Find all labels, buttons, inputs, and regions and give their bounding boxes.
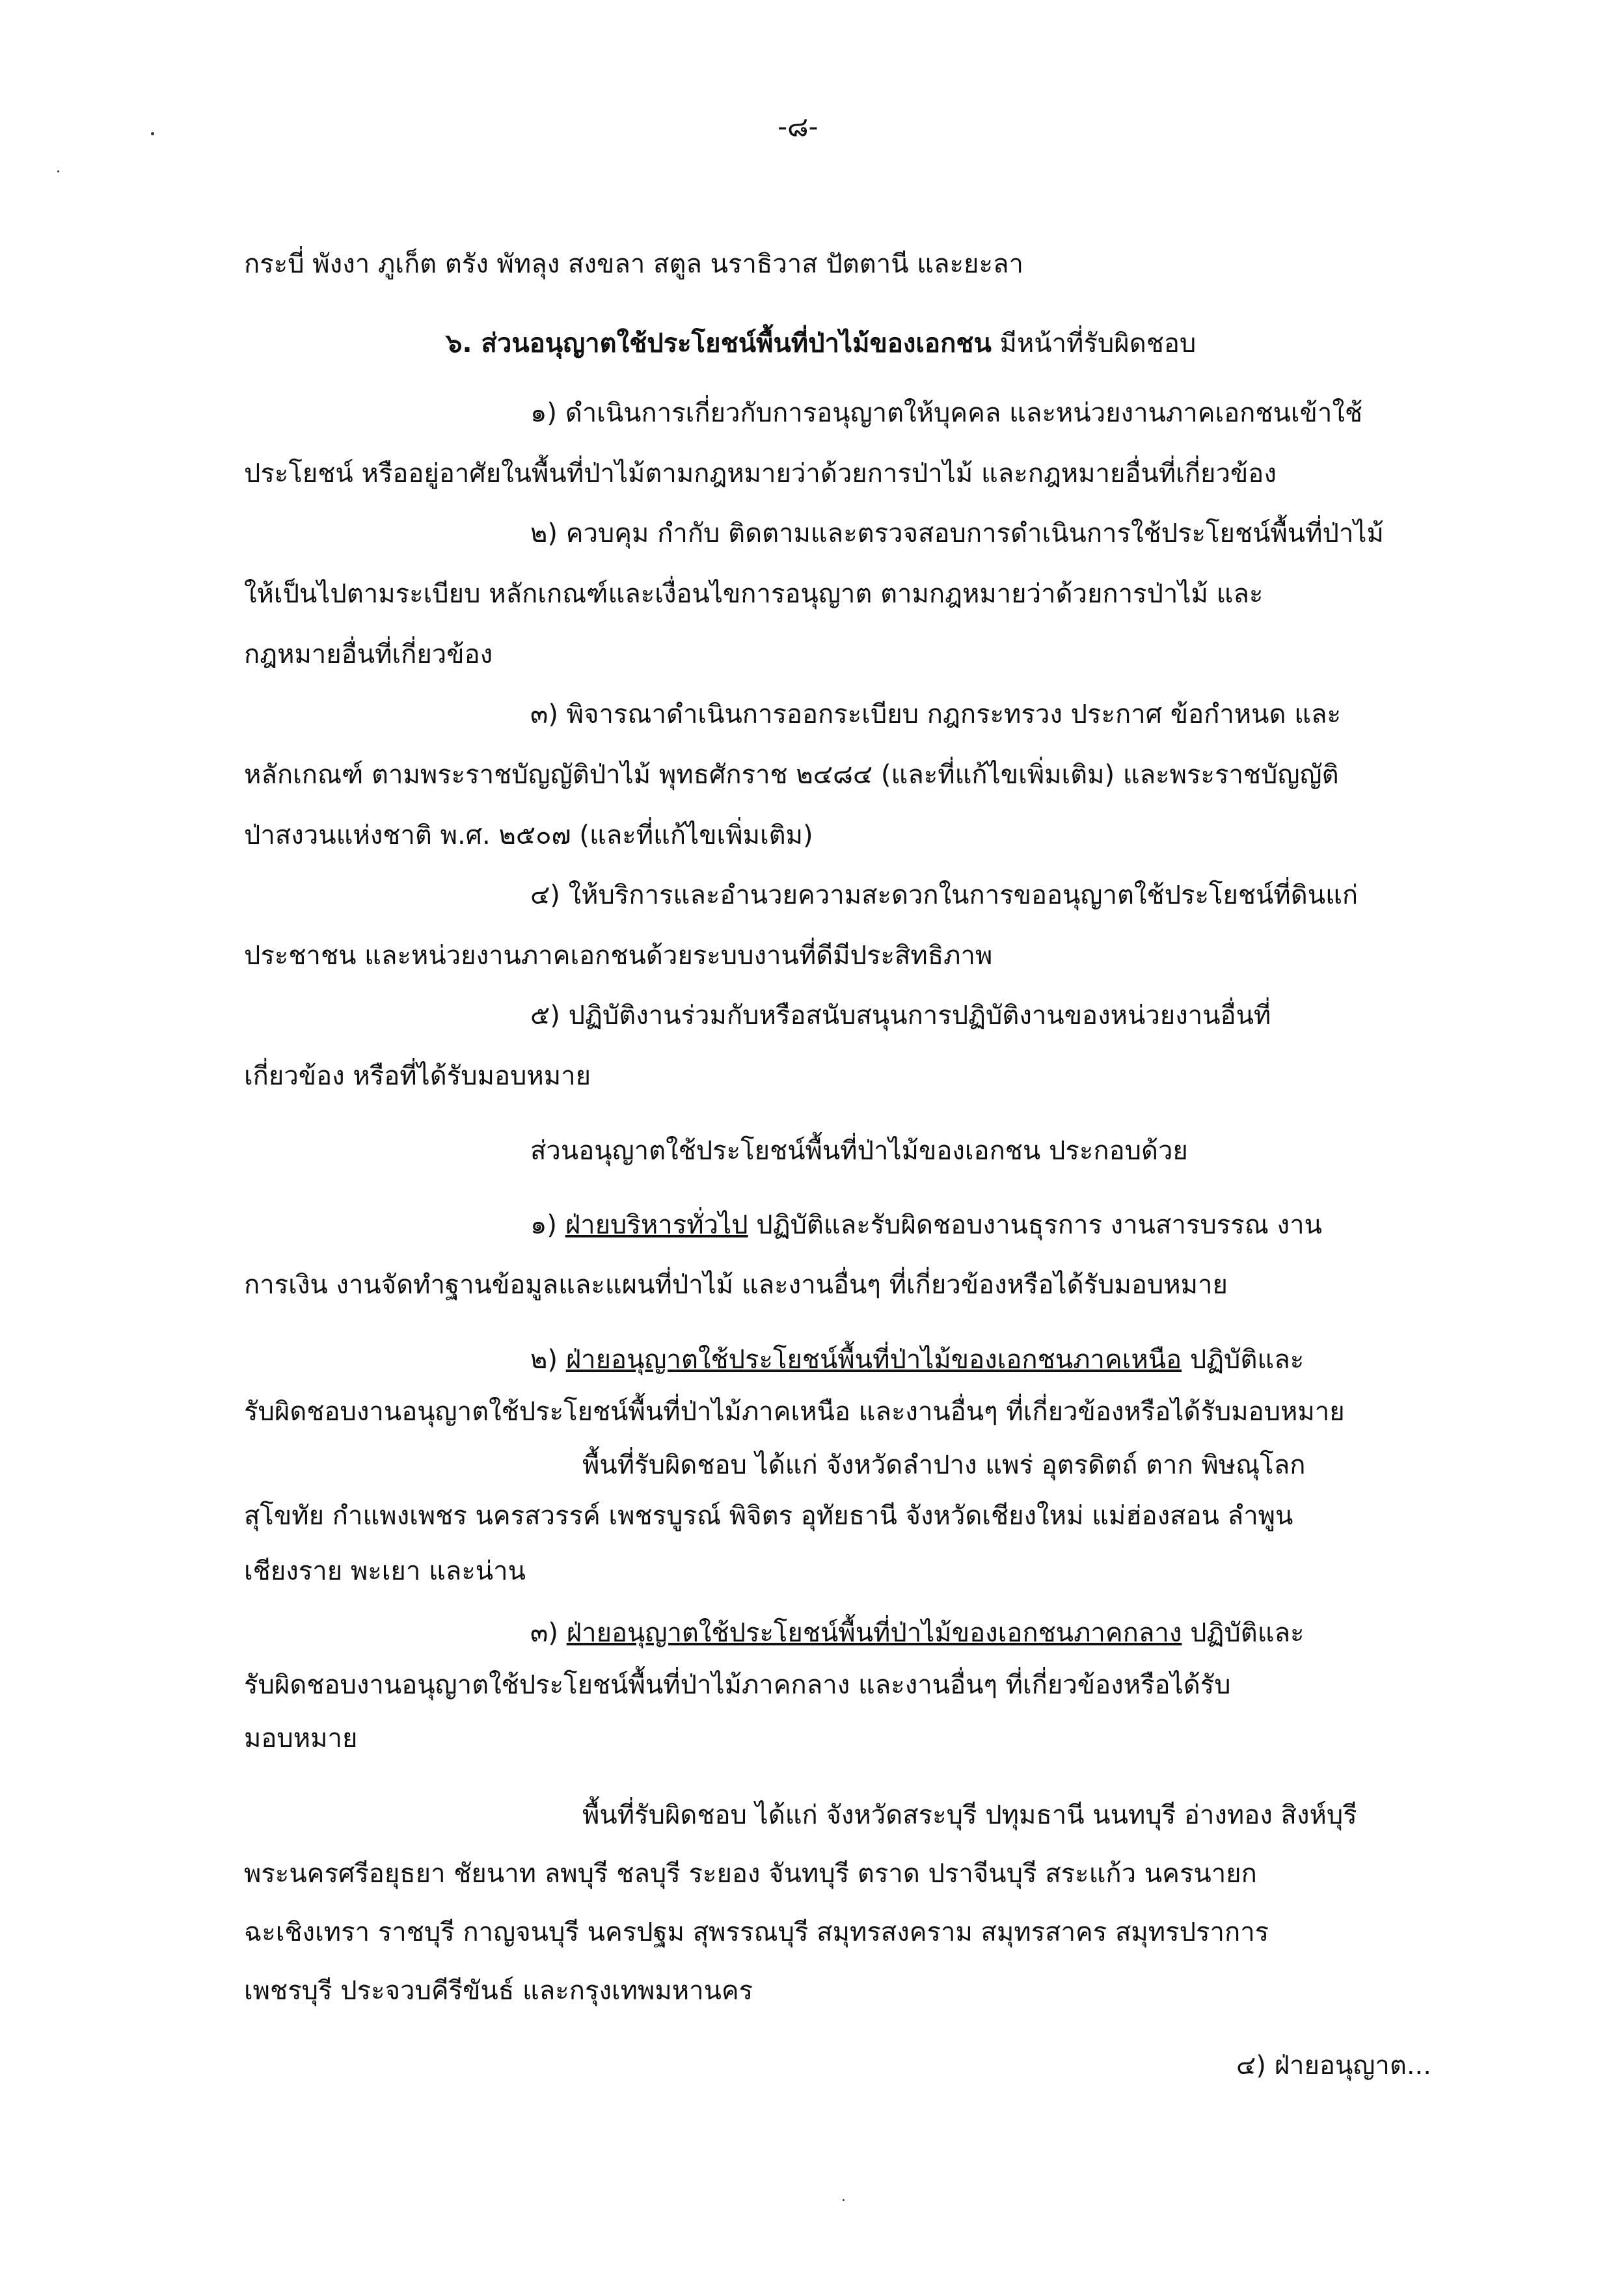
continuation-text: ๔) ฝ่ายอนุญาต... bbox=[1236, 2051, 1431, 2081]
division-3-area-line-1: พื้นที่รับผิดชอบ ได้แก่ จังหวัดสระบุรี ปทุมธานี นนทบุรี อ่างทอง สิงห์บุรี bbox=[582, 1800, 1357, 1830]
section-heading-title: ๖. ส่วนอนุญาตใช้ประโยชน์พื้นที่ป่าไม้ของเอกชน bbox=[446, 329, 992, 358]
section-heading bbox=[446, 324, 1196, 363]
composition-heading: ส่วนอนุญาตใช้ประโยชน์พื้นที่ป่าไม้ของเอกชน ประกอบด้วย bbox=[530, 1136, 1188, 1166]
division-2-number: ๒) bbox=[530, 1345, 558, 1375]
division-2-name: ฝ่ายอนุญาตใช้ประโยชน์พื้นที่ป่าไม้ของเอกชนภาคเหนือ bbox=[565, 1345, 1182, 1375]
duty-4-line-1: ๔) ให้บริการและอำนวยความสะดวกในการขออนุญาตใช้ประโยชน์ที่ดินแก่ bbox=[530, 880, 1359, 910]
division-2-area-line-1: พื้นที่รับผิดชอบ ได้แก่ จังหวัดลำปาง แพร่ อุตรดิตถ์ ตาก พิษณุโลก bbox=[582, 1450, 1306, 1480]
duty-4-line-2: ประชาชน และหน่วยงานภาคเอกชนด้วยระบบงานที่ดีมีประสิทธิภาพ bbox=[244, 941, 993, 971]
duty-1-line-2: ประโยชน์ หรืออยู่อาศัยในพื้นที่ป่าไม้ตามกฎหมายว่าด้วยการป่าไม้ และกฎหมายอื่นที่เกี่ยวข้อง bbox=[244, 459, 1277, 489]
division-3-number: ๓) bbox=[530, 1618, 558, 1648]
division-1-duty: ปฏิบัติและรับผิดชอบงานธุรการ งานสารบรรณ งาน bbox=[756, 1210, 1322, 1240]
division-1-number: ๑) bbox=[530, 1210, 557, 1240]
division-3-area-line-2: พระนครศรีอยุธยา ชัยนาท ลพบุรี ชลบุรี ระยอง จันทบุรี ตราด ปราจีนบุรี สระแก้ว นครนายก bbox=[244, 1859, 1257, 1889]
division-3-line-3: มอบหมาย bbox=[244, 1723, 358, 1753]
duty-5-line-2: เกี่ยวข้อง หรือที่ได้รับมอบหมาย bbox=[244, 1061, 591, 1091]
division-3-duty: ปฏิบัติและ bbox=[1190, 1618, 1305, 1648]
division-2-line-2: รับผิดชอบงานอนุญาตใช้ประโยชน์พื้นที่ป่าไม้ภาคเหนือ และงานอื่นๆ ที่เกี่ยวข้องหรือได้รับมอบหมาย bbox=[244, 1397, 1345, 1427]
duty-2-line-2: ให้เป็นไปตามระเบียบ หลักเกณฑ์และเงื่อนไขการอนุญาต ตามกฎหมายว่าด้วยการป่าไม้ และ bbox=[244, 579, 1264, 609]
section-heading-suffix: มีหน้าที่รับผิดชอบ bbox=[999, 329, 1197, 358]
division-3-line-2: รับผิดชอบงานอนุญาตใช้ประโยชน์พื้นที่ป่าไม้ภาคกลาง และงานอื่นๆ ที่เกี่ยวข้องหรือได้รับ bbox=[244, 1670, 1231, 1700]
page-number: -๘- bbox=[778, 111, 819, 142]
intro-line: กระบี่ พังงา ภูเก็ต ตรัง พัทลุง สงขลา สตูล นราธิวาส ปัตตานี และยะลา bbox=[244, 249, 1023, 279]
division-2-area-line-2: สุโขทัย กำแพงเพชร นครสวรรค์ เพชรบูรณ์ พิจิตร อุทัยธานี จังหวัดเชียงใหม่ แม่ฮ่องสอน ลำพูน bbox=[244, 1501, 1293, 1531]
division-2-duty: ปฏิบัติและ bbox=[1189, 1345, 1305, 1375]
division-3-area-line-3: ฉะเชิงเทรา ราชบุรี กาญจนบุรี นครปฐม สุพรรณบุรี สมุทรสงคราม สมุทรสาคร สมุทรปราการ bbox=[244, 1917, 1269, 1947]
duty-3-line-3: ป่าสงวนแห่งชาติ พ.ศ. ๒๕๐๗ (และที่แก้ไขเพิ่มเติม) bbox=[244, 820, 813, 850]
division-3-name: ฝ่ายอนุญาตใช้ประโยชน์พื้นที่ป่าไม้ของเอกชนภาคกลาง bbox=[566, 1618, 1182, 1648]
duty-2-line-1: ๒) ควบคุม กำกับ ติดตามและตรวจสอบการดำเนินการใช้ประโยชน์พื้นที่ป่าไม้ bbox=[530, 519, 1384, 548]
scan-speck bbox=[151, 132, 154, 135]
division-1-line-1 bbox=[530, 1206, 1322, 1245]
division-3-area-line-4: เพชรบุรี ประจวบคีรีขันธ์ และกรุงเทพมหานคร bbox=[244, 1976, 753, 2006]
division-1-line-2: การเงิน งานจัดทำฐานข้อมูลและแผนที่ป่าไม้ และงานอื่นๆ ที่เกี่ยวข้องหรือได้รับมอบหมาย bbox=[244, 1270, 1228, 1300]
duty-3-line-2: หลักเกณฑ์ ตามพระราชบัญญัติป่าไม้ พุทธศักราช ๒๔๘๔ (และที่แก้ไขเพิ่มเติม) และพระราชบัญญัติ bbox=[244, 760, 1339, 790]
scan-speck bbox=[843, 2199, 845, 2201]
duty-1-line-1: ๑) ดำเนินการเกี่ยวกับการอนุญาตให้บุคคล และหน่วยงานภาคเอกชนเข้าใช้ bbox=[530, 398, 1363, 428]
division-3-line-1 bbox=[530, 1614, 1304, 1653]
division-1-name: ฝ่ายบริหารทั่วไป bbox=[565, 1210, 748, 1240]
duty-2-line-3: กฎหมายอื่นที่เกี่ยวข้อง bbox=[244, 640, 493, 669]
division-2-line-1 bbox=[530, 1340, 1304, 1379]
duty-5-line-1: ๕) ปฏิบัติงานร่วมกับหรือสนับสนุนการปฏิบัติงานของหน่วยงานอื่นที่ bbox=[530, 1001, 1271, 1031]
division-2-area-line-3: เชียงราย พะเยา และน่าน bbox=[244, 1556, 526, 1586]
scan-speck bbox=[57, 170, 59, 172]
duty-3-line-1: ๓) พิจารณาดำเนินการออกระเบียบ กฎกระทรวง ประกาศ ข้อกำหนด และ bbox=[530, 699, 1341, 729]
